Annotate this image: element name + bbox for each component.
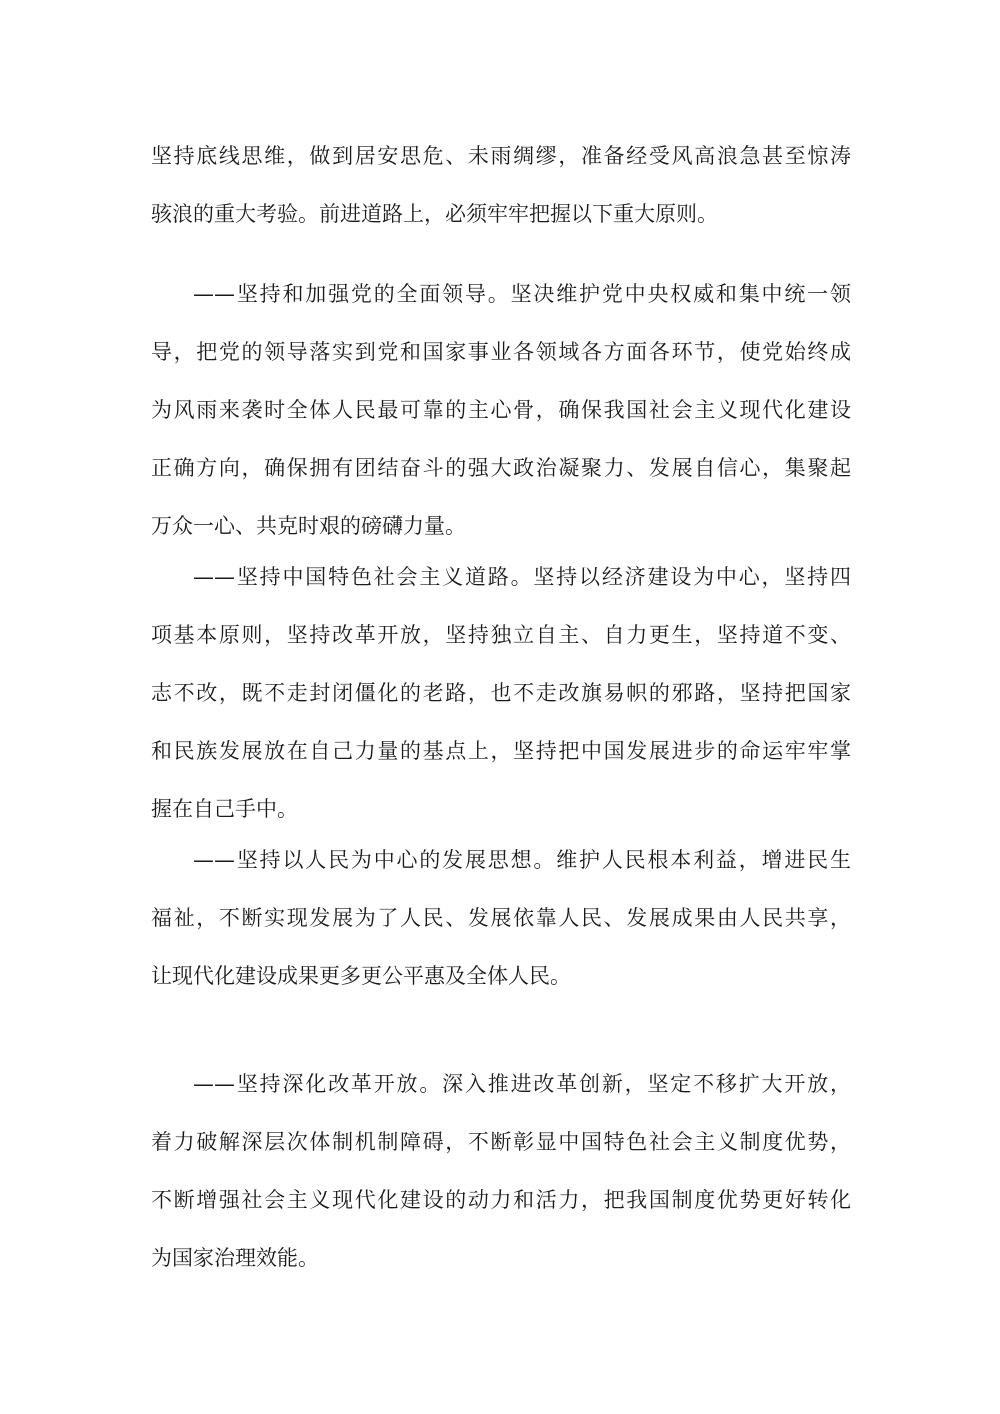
paragraph-socialist-road [151, 548, 851, 838]
text-line: 握在自己手中。 [151, 797, 298, 821]
text-line: 让现代化建设成果更多更公平惠及全体人民。 [151, 964, 571, 988]
text-line: 骇浪的重大考验。前进道路上，必须牢牢把握以下重大原则。 [151, 202, 718, 226]
text-line: 着力破解深层次体制机制障碍，不断彰显中国特色社会主义制度优势， [151, 1130, 851, 1154]
text-line: 为风雨来袭时全体人民最可靠的主心骨，确保我国社会主义现代化建设 [151, 398, 851, 422]
text-line: 福祉，不断实现发展为了人民、发展依靠人民、发展成果由人民共享， [151, 906, 851, 930]
text-line: 正确方向，确保拥有团结奋斗的强大政治凝聚力、发展自信心，集聚起 [151, 456, 851, 480]
text-line: ——坚持深化改革开放。深入推进改革创新，坚定不移扩大开放， [193, 1072, 851, 1096]
text-line: 为国家治理效能。 [151, 1246, 319, 1270]
text-line: 志不改，既不走封闭僵化的老路，也不走改旗易帜的邪路，坚持把国家 [151, 681, 851, 705]
paragraph-party-leadership [151, 265, 851, 555]
text-line: ——坚持中国特色社会主义道路。坚持以经济建设为中心，坚持四 [193, 565, 851, 589]
text-line: 导，把党的领导落实到党和国家事业各领域各方面各环节，使党始终成 [151, 340, 851, 364]
text-line: 万众一心、共克时艰的磅礴力量。 [151, 514, 466, 538]
paragraph-people-centered [151, 831, 851, 1005]
paragraph-reform-opening [151, 1055, 851, 1287]
text-line: ——坚持和加强党的全面领导。坚决维护党中央权威和集中统一领 [193, 282, 851, 306]
text-line: 项基本原则，坚持改革开放，坚持独立自主、自力更生，坚持道不变、 [151, 623, 851, 647]
text-line: 不断增强社会主义现代化建设的动力和活力，把我国制度优势更好转化 [151, 1188, 851, 1212]
text-line: 和民族发展放在自己力量的基点上，坚持把中国发展进步的命运牢牢掌 [151, 739, 851, 763]
text-line: 坚持底线思维，做到居安思危、未雨绸缪，准备经受风高浪急甚至惊涛 [151, 144, 851, 168]
paragraph-intro [151, 127, 851, 243]
text-line: ——坚持以人民为中心的发展思想。维护人民根本利益，增进民生 [193, 848, 851, 872]
